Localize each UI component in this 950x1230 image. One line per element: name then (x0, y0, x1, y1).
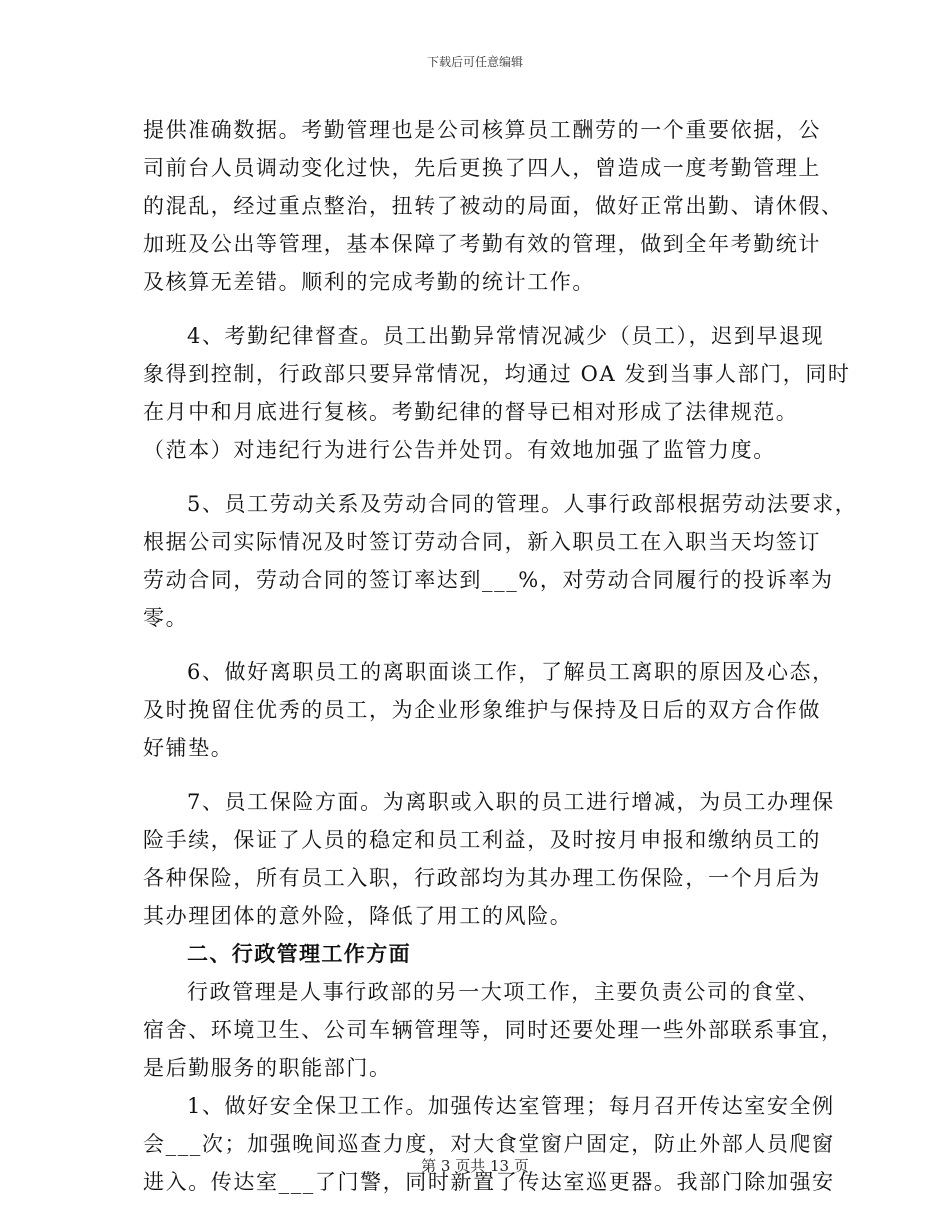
text-line: 会___次；加强晚间巡查力度，对大食堂窗户固定，防止外部人员爬窗 (143, 1132, 835, 1156)
text-line: 及时挽留住优秀的员工，为企业形象维护与保持及日后的双方合作做 (143, 698, 821, 722)
text-line: 加班及公出等管理，基本保障了考勤有效的管理，做到全年考勤统计 (143, 232, 821, 256)
paragraph (143, 973, 844, 1087)
text-line: 在月中和月底进行复核。考勤纪律的督导已相对形成了法律规范。 (143, 400, 799, 424)
text-line: 劳动合同，劳动合同的签订率达到___%，对劳动合同履行的投诉率为 (143, 568, 834, 592)
section-heading: 二、行政管理工作方面 (187, 942, 411, 966)
text-line: 的混乱，经过重点整治，扭转了被动的局面，做好正常出勤、请休假、 (143, 194, 844, 218)
text-line: 险手续，保证了人员的稳定和员工利益，及时按月申报和缴纳员工的 (143, 828, 821, 852)
paragraph (143, 317, 851, 469)
text-line: 其办理团体的意外险，降低了用工的风险。 (143, 904, 573, 928)
document-body (143, 111, 858, 1201)
paragraph (143, 485, 858, 637)
text-line: 进入。传达室___了门警，同时新置了传达室巡更器。我部门除加强安 (143, 1170, 835, 1194)
text-line: 行政管理是人事行政部的另一大项工作，主要负责公司的食堂、 (187, 980, 820, 1004)
text-line: 6、做好离职员工的离职面谈工作，了解员工离职的原因及心态， (187, 660, 835, 684)
text-line: 司前台人员调动变化过快，先后更换了四人，曾造成一度考勤管理上 (143, 156, 821, 180)
text-line: 零。 (143, 606, 189, 630)
text-line: 及核算无差错。顺利的完成考勤的统计工作。 (143, 270, 595, 294)
paragraph (143, 111, 844, 301)
text-line: 宿舍、环境卫生、公司车辆管理等，同时还要处理一些外部联系事宜， (143, 1018, 844, 1042)
page-number: 第 3 页共 13 页 (421, 1157, 529, 1175)
text-line: （范本）对违纪行为进行公告并处罚。有效地加强了监管力度。 (143, 438, 776, 462)
text-line: 各种保险，所有员工入职，行政部均为其办理工伤保险，一个月后为 (143, 866, 821, 890)
text-line: 根据公司实际情况及时签订劳动合同，新入职员工在入职当天均签订 (143, 530, 821, 554)
text-line: 1、做好安全保卫工作。加强传达室管理；每月召开传达室安全例 (187, 1094, 835, 1118)
text-line: 象得到控制，行政部只要异常情况，均通过 OA 发到当事人部门，同时 (143, 362, 851, 386)
text-line: 好铺垫。 (143, 736, 234, 760)
text-line: 7、员工保险方面。为离职或入职的员工进行增减，为员工办理保 (187, 790, 835, 814)
text-line: 是后勤服务的职能部门。 (143, 1056, 392, 1080)
paragraph (143, 1087, 835, 1201)
paragraph (143, 783, 835, 935)
page-header: 下载后可任意编辑 (426, 55, 523, 69)
text-line: 4、考勤纪律督查。员工出勤异常情况减少（员工），迟到早退现 (187, 324, 825, 348)
text-line: 提供准确数据。考勤管理也是公司核算员工酬劳的一个重要依据，公 (143, 118, 821, 142)
text-line: 5、员工劳动关系及劳动合同的管理。人事行政部根据劳动法要求， (187, 492, 858, 516)
paragraph (143, 653, 835, 767)
